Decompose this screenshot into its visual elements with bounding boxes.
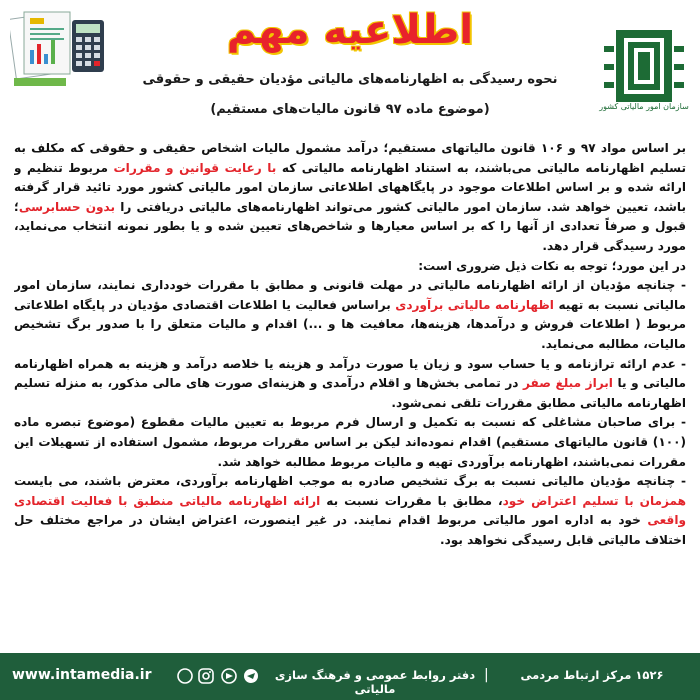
text-span: خود به اداره امور مالیاتی مربوط اقدام نمایند. در غیر اینصورت، اعتراض ایشان در مراجع مختلف حل اختلاف مالیاتی قابل رسیدگی نخواهد بود.	[14, 513, 686, 547]
highlight-text: اظهارنامه مالیاتی برآوردی	[395, 297, 554, 312]
announcement-body	[14, 139, 686, 653]
highlight-text: همزمان با تسلیم اعتراض خود	[502, 493, 686, 508]
footer-separator: |	[484, 667, 489, 683]
calculator-clipart-icon	[10, 10, 108, 90]
text-span: ؛ قبول و صرفاً تعدادی از آنها را که بر اساس معیارها و شاخص‌های تعیین شده و یا بطور نمونه انتخاب می‌نماید، مورد رسیدگی قرار دهد.	[14, 199, 686, 253]
footer-bar	[0, 653, 700, 700]
text-span: مربوط تنظیم و ارائه شده و بر اساس اطلاعات موجود در پایگاههای اطلاعاتی سازمان امور مالیاتی کشور مورد تائید قرار گرفته باشد، تعیین خواهد شد. سازمان امور مالیاتی کشور می‌تواند اظهارنامه‌های مالیاتی دریافتی را	[14, 160, 686, 214]
footer-org-name: دفتر روابط عمومی و فرهنگ سازی مالیاتی	[274, 668, 476, 696]
highlight-text: ابراز مبلغ صفر	[523, 376, 613, 391]
header	[0, 0, 700, 138]
text-span: - عدم ارائه ترازنامه و یا حساب سود و زیان یا صورت درآمد و هزینه یا خلاصه درآمد و هزینه به همراه اظهارنامه مالیاتی و یا	[14, 356, 686, 391]
website-link[interactable]: www.intamedia.ir	[12, 667, 152, 683]
highlight-text: بدون حسابرسی	[18, 199, 116, 214]
text-span: براساس فعالیت یا اطلاعات اقتصادی مؤدیان در پایگاه اطلاعاتی مربوط ( اطلاعات فروش و درآمدها، هزینه‌ها، معافیت ها و ...) اقدام و مالیات متعلق را با صدور برگ تشخیص مالیات، مطالبه می‌نماید.	[14, 297, 686, 351]
page-subtitle: نحوه رسیدگی به اظهارنامه‌های مالیاتی مؤدیان حقیقی و حقوقی	[142, 72, 558, 87]
logo-caption: سازمان امور مالیاتی کشور	[599, 102, 689, 111]
text-span: در تمامی بخش‌ها و اقلام درآمدی و هزینه‌ای صورت های مالی مذکور، به منزله تسلیم اظهارنامه مالیاتی مطابق مقررات تلقی نمی‌شود.	[14, 376, 686, 410]
call-center-label: ۱۵۲۶ مرکز ارتباط مردمی	[520, 668, 664, 682]
paragraph-notes-lead: در این مورد؛ توجه به نکات ذیل ضروری است:	[418, 258, 686, 273]
paragraph-intro	[14, 139, 686, 257]
paragraph-point-1	[14, 276, 686, 354]
highlight-text: با رعایت قوانین و مقررات	[113, 160, 277, 175]
paragraph-point-4	[14, 472, 686, 550]
social-icons	[176, 667, 266, 685]
highlight-text: ارائه اظهارنامه مالیاتی منطبق با فعالیت اقتصادی واقعی	[14, 493, 686, 528]
text-span: - چنانچه مؤدیان مالیاتی نسبت به برگ تشخیص صادره به موجب اظهارنامه برآوردی، معترض باشند، می بایست	[14, 474, 686, 489]
text-span: - چنانچه مؤدیان از ارائه اظهارنامه مالیاتی در مهلت قانونی و مطابق با مقررات خودداری نمایند، سازمان امور مالیاتی نسبت به تهیه	[14, 278, 686, 312]
legal-reference-note: (موضوع ماده ۹۷ قانون مالیات‌های مستقیم)	[210, 102, 490, 117]
tax-organization-logo-icon	[598, 26, 690, 110]
page-title: اطلاعیه مهم	[226, 7, 474, 53]
text-span: بر اساس مواد ۹۷ و ۱۰۶ قانون مالیاتهای مستقیم؛ درآمد مشمول مالیات اشخاص حقیقی و حقوقی که مکلف به تسلیم اظهارنامه مالیاتی می‌باشند، به استناد اظهارنامه مالیاتی که	[14, 141, 686, 175]
paragraph-point-2	[14, 355, 686, 414]
text-span: ، مطابق با مقررات نسبت به	[326, 493, 503, 508]
paragraph-point-3: - برای صاحبان مشاغلی که نسبت به تکمیل و ارسال فرم مربوط به تعیین مالیات مقطوع (موضوع تبصره ماده (۱۰۰) قانون مالیاتهای مستقیم) اقدام نموده‌اند لیکن بر اساس مقررات مربوط، مشمول استفاده از تسهیلات این مقررات نمی‌باشند، اظهارنامه برآوردی تهیه و مالیات مربوط مطالبه خواهد شد.	[14, 415, 686, 469]
